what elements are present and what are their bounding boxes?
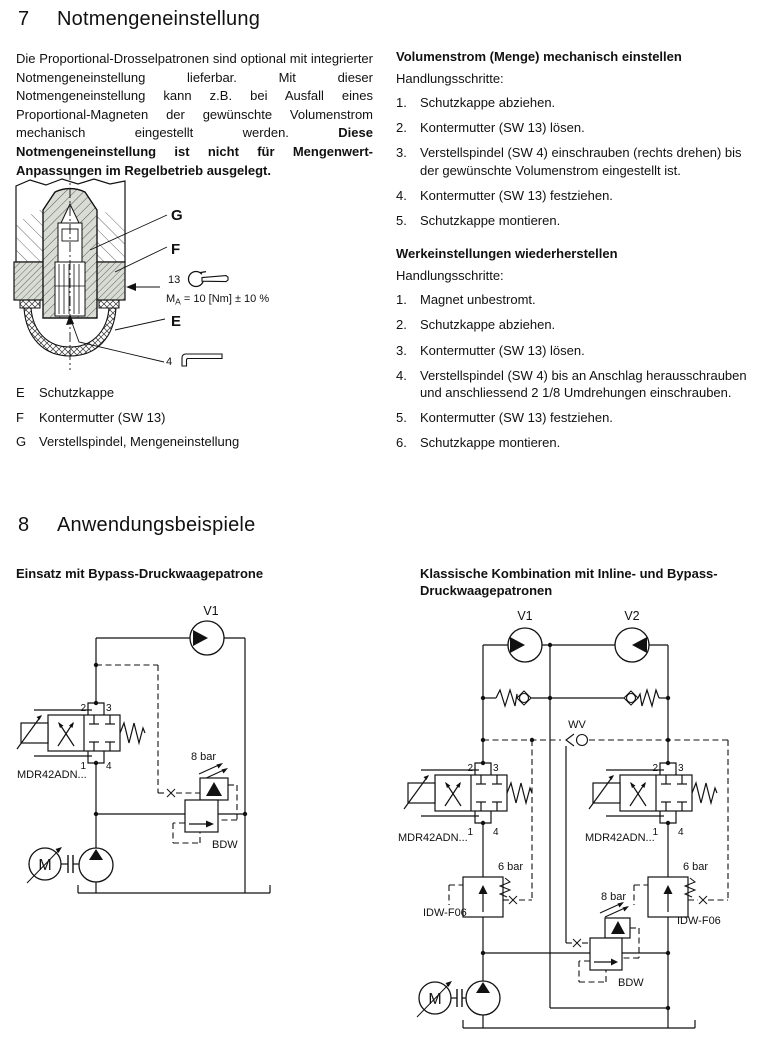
- compensator-label: BDW: [618, 977, 644, 989]
- motor-v2-label: V2: [624, 609, 640, 623]
- hydraulic-motor-v2: [615, 628, 649, 662]
- right-column: [396, 49, 756, 460]
- legend-label: Verstellspindel, Mengeneinstellung: [39, 434, 240, 449]
- list-item: 5. Kontermutter (SW 13) festziehen.: [396, 410, 613, 426]
- torque-arrow: [126, 283, 136, 291]
- list-item: 4. Kontermutter (SW 13) festziehen.: [396, 187, 613, 203]
- idw-right-label: IDW-F06: [677, 915, 721, 927]
- svg-text:M: M: [38, 857, 52, 874]
- svg-text:2: 2: [80, 703, 86, 714]
- list-item: 1. Schutzkappe abziehen.: [396, 95, 556, 110]
- svg-text:3: 3: [678, 763, 684, 774]
- valve-type-label: MDR42ADN...: [17, 769, 87, 781]
- shuttle-label: WV: [568, 719, 586, 731]
- pump-symbol: [79, 848, 113, 882]
- list-item: 4. Verstellspindel (SW 4) bis an Anschlag herausschrauben und anschliessend 2 1/8 Umdrehungen einschrauben.: [396, 367, 747, 401]
- section7-title: Notmengeneinstellung: [57, 8, 261, 30]
- svg-text:1: 1: [652, 827, 658, 838]
- list-item: 2. Kontermutter (SW 13) lösen.: [396, 120, 585, 136]
- hex-size-label: 4: [166, 356, 173, 368]
- svg-text:M: M: [428, 991, 442, 1008]
- svg-text:2: 2: [652, 763, 658, 774]
- list-item: 6. Schutzkappe montieren.: [396, 435, 561, 451]
- allen-key-icon: [182, 354, 222, 366]
- torque-label: $M_A = 10$ [Nm] ± 10 %: [166, 293, 270, 307]
- figure-label-e: E: [171, 313, 182, 330]
- procedure2-heading: Werkeinstellungen wiederherstellen: [396, 246, 618, 262]
- idw-left-label: IDW-F06: [423, 907, 467, 919]
- svg-text:2: 2: [467, 763, 473, 774]
- legend-row: [16, 385, 239, 400]
- relief-valve-symbol: [600, 902, 630, 938]
- valve-cross-section: [14, 170, 125, 370]
- svg-text:4: 4: [493, 827, 499, 838]
- caption-left: Einsatz mit Bypass-Druckwaagepatrone: [16, 566, 264, 581]
- motor-v1-label: V1: [203, 604, 219, 618]
- figure-label-f: F: [171, 241, 181, 258]
- inline-compensator-right: [648, 877, 695, 917]
- legend-key: G: [16, 434, 27, 449]
- procedure-werkeinstellungen: [396, 246, 756, 451]
- cutaway-figure: [8, 166, 358, 378]
- svg-text:3: 3: [106, 703, 112, 714]
- section8-number: 8: [18, 514, 30, 536]
- list-item: 1. Magnet unbestromt.: [396, 292, 536, 308]
- circuit-bypass: [5, 598, 365, 908]
- relief-pressure-label: 8 bar: [191, 751, 217, 763]
- proportional-valve-right: [589, 761, 717, 838]
- orifice-icon: [167, 789, 175, 797]
- pump-symbol: [466, 981, 500, 1015]
- procedure2-intro: Handlungsschritte:: [396, 268, 504, 284]
- idw-pressure-right-label: 6 bar: [683, 861, 709, 873]
- procedure1-heading: Volumenstrom (Menge) mechanisch einstellen: [396, 49, 682, 64]
- list-item: 5. Schutzkappe montieren.: [396, 213, 561, 229]
- hydraulic-motor-v1: [190, 621, 224, 655]
- section8-title: Anwendungsbeispiele: [57, 514, 256, 536]
- electric-motor-symbol: [417, 981, 466, 1017]
- valve-left-type-label: MDR42ADN...: [398, 832, 468, 844]
- intro-paragraph: [16, 50, 373, 180]
- compensator-bdw-symbol: [590, 938, 622, 970]
- legend-row: [16, 434, 239, 449]
- svg-text:4: 4: [106, 761, 112, 772]
- legend-key: F: [16, 409, 24, 425]
- svg-text:3: 3: [493, 763, 499, 774]
- shuttle-valve-icon: [566, 734, 588, 746]
- procedure1-intro: Handlungsschritte:: [396, 71, 504, 86]
- intro-text: Die Proportional-Drosselpatronen sind optional mit integrierter Notmengeneinstellung lieferbar. Mit dieser Notmengeneinstellung kann z.B. bei Ausfall eines Proportional-Magneten der gewünschte Volumenstrom mechanisch eingestellt werden.: [16, 51, 373, 141]
- wrench-size-label: 13: [168, 274, 181, 286]
- proportional-valve-symbol: [17, 701, 145, 772]
- proportional-valve-left: [404, 761, 532, 838]
- legend-label: Schutzkappe: [39, 385, 115, 400]
- section7-number: 7: [18, 8, 30, 30]
- intro-text-bold: Diese Notmengeneinstellung ist nicht für Mengenwert-Anpassungen im Regelbetrieb ausgelegt.: [16, 125, 373, 178]
- inline-compensator-left: [463, 877, 510, 917]
- section8-heading: [18, 514, 255, 537]
- compensator-bdw-symbol: [185, 800, 218, 832]
- legend-row: [16, 410, 239, 425]
- svg-text:1: 1: [80, 761, 86, 772]
- svg-text:4: 4: [678, 827, 684, 838]
- wrench-icon: [189, 271, 229, 287]
- list-item: 3. Kontermutter (SW 13) lösen.: [396, 342, 585, 358]
- circuit-combination: [393, 598, 767, 1047]
- compensator-label: BDW: [212, 839, 238, 851]
- figure-legend: [16, 385, 239, 459]
- idw-pressure-left-label: 6 bar: [498, 861, 524, 873]
- figure-label-g: G: [171, 207, 183, 224]
- list-item: 2. Schutzkappe abziehen.: [396, 317, 556, 333]
- relief-pressure-label: 8 bar: [601, 891, 627, 903]
- electric-motor-symbol: [27, 847, 79, 883]
- section7-heading: [18, 8, 260, 31]
- list-item: 3. Verstellspindel (SW 4) einschrauben (rechts drehen) bis der gewünschte Volumenstrom eingestellt ist.: [396, 145, 742, 178]
- procedure-volumenstrom: [396, 49, 756, 229]
- relief-valve-symbol: [199, 763, 228, 800]
- hydraulic-motor-v1: [508, 628, 542, 662]
- caption-right: Klassische Kombination mit Inline- und Bypass-Druckwaagepatronen: [420, 566, 718, 598]
- legend-label: Kontermutter (SW 13): [39, 409, 166, 425]
- legend-key: E: [16, 385, 25, 400]
- valve-right-type-label: MDR42ADN...: [585, 832, 655, 844]
- svg-text:1: 1: [467, 827, 473, 838]
- motor-v1-label: V1: [517, 609, 533, 623]
